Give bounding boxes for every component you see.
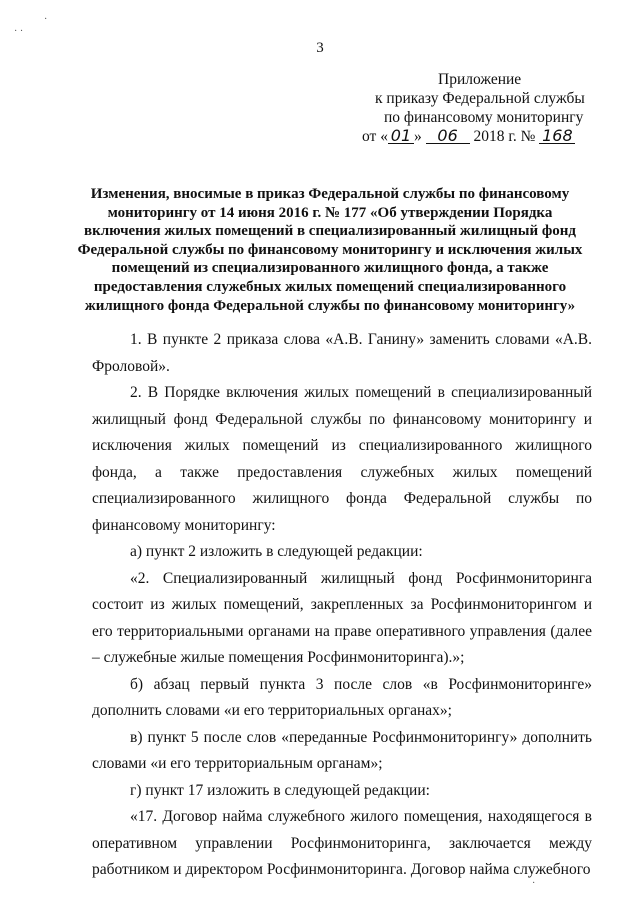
body-paragraph: 1. В пункте 2 приказа слова «А.В. Ганину» заменить словами «А.В. Фроловой». — [92, 331, 592, 375]
body-paragraph: «17. Договор найма служебного жилого помещения, находящегося в оперативном управлении Росфинмониторинга, заключается между работником и директором Росфинмониторинга. Договор найма служебного — [92, 808, 592, 878]
scan-speck: · — [44, 14, 48, 25]
handwritten-month: 06 — [426, 128, 470, 144]
date-quote: » — [413, 128, 422, 145]
body-paragraph: б) абзац первый пункта 3 после слов «в Росфинмониторинге» дополнить словами «и его территориальных органах»; — [92, 675, 592, 719]
appendix-header — [362, 70, 602, 146]
page-number: 3 — [316, 40, 324, 56]
body-paragraph: 2. В Порядке включения жилых помещений в специализированный жилищный фонд Федеральной службы по финансовому мониторингу и исключения жилых помещений из специализированного жилищного фонда, а также предоставления служебных жилых помещений специализированного жилищного фонда Федеральной службы по финансовому мониторингу: — [92, 384, 592, 534]
handwritten-number: 168 — [539, 128, 575, 144]
scan-speck: · — [532, 878, 536, 889]
body-paragraph: «2. Специализированный жилищный фонд Росфинмониторинга состоит из жилых помещений, закрепленных за Росфинмониторингом и его территориальными органами на праве оперативного управления (далее – служебные жилые помещения Росфинмониторинга).»; — [92, 569, 592, 666]
date-year: 2018 г. № — [473, 128, 536, 145]
appendix-service-line: по финансовому мониторингу — [384, 109, 584, 126]
body-paragraph: г) пункт 17 изложить в следующей редакции: — [130, 781, 430, 799]
appendix-title: Приложение — [438, 71, 522, 88]
appendix-date-line — [362, 127, 602, 146]
scan-speck: · · — [14, 26, 24, 37]
handwritten-day: 01 — [388, 128, 414, 144]
body-paragraph: в) пункт 5 после слов «переданные Росфинмониторингу» дополнить словами «и его территориальным органам»; — [92, 728, 592, 772]
document-body — [92, 327, 592, 884]
date-prefix: от « — [362, 128, 388, 145]
body-paragraph: а) пункт 2 изложить в следующей редакции: — [130, 543, 423, 560]
appendix-order-line: к приказу Федеральной службы — [375, 90, 585, 107]
document-title: Изменения, вносимые в приказ Федеральной службы по финансовому мониторингу от 14 июня 2016 г. № 177 «Об утверждении Порядка включения жилых помещений в специализированный жилищный фонд Федеральной службы по финансовому мониторингу и исключения жилых помещений из специализированного жилищного фонда, а также предоставления служебных жилых помещений специализированного жилищного фонда Федеральной службы по финансовому мониторингу» — [77, 186, 583, 314]
